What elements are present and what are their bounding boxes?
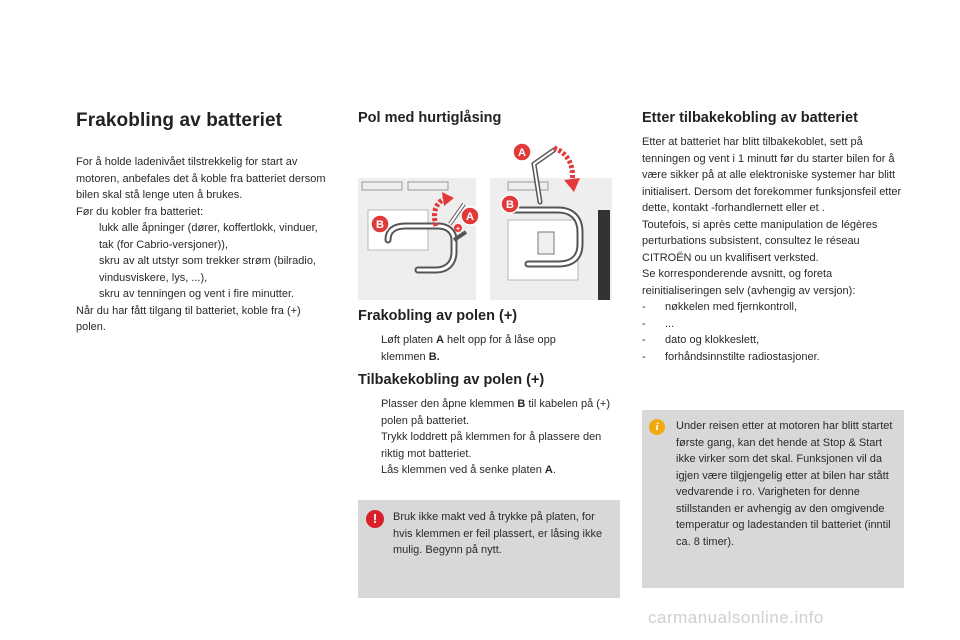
reinit-dash-list bbox=[642, 299, 904, 365]
section-title-disconnect: Frakobling av polen (+) bbox=[358, 308, 518, 324]
list-item: Løft platen A helt opp for å låse opp klemmen B. bbox=[381, 334, 556, 363]
page-title: Frakobling av batteriet bbox=[76, 110, 283, 131]
list-item: Plasser den åpne klemmen B til kabelen på (+) polen på batteriet. bbox=[381, 398, 610, 427]
svg-text:A: A bbox=[466, 211, 474, 223]
before-text: Før du kobler fra batteriet: bbox=[76, 205, 204, 218]
watermark: carmanualsonline.info bbox=[648, 608, 824, 627]
info-icon: i bbox=[649, 419, 665, 435]
section-disconnect-terminal bbox=[358, 308, 620, 365]
paragraph: Se korresponderende avsnitt, og foreta reinitialiseringen selv (avhengig av versjon): bbox=[642, 268, 856, 297]
label-a-right bbox=[513, 143, 531, 161]
list-item: skru av tenningen og vent i fire minutter. bbox=[99, 288, 295, 300]
list-item: - forhåndsinnstilte radiostasjoner. bbox=[642, 350, 820, 363]
list-item: lukk alle åpninger (dører, koffertlokk, vinduer, tak (for Cabrio-versjoner)), bbox=[99, 222, 318, 251]
section-title-reconnect: Tilbakekobling av polen (+) bbox=[358, 372, 545, 388]
paragraph: Etter at batteriet har blitt tilbakekoblet, sett på tenningen og vent i 1 minutt før du starter bilen for å være sikker på at alle elektroniske systemer har blitt initialisert. Dersom det forekommer funksjonsfeil etter dette, kontakt -forhandlernett eller et . bbox=[642, 136, 902, 214]
svg-text:B: B bbox=[506, 199, 514, 211]
column-after-reconnect bbox=[642, 110, 904, 365]
list-item: Lås klemmen ved å senke platen A. bbox=[381, 464, 556, 476]
list-item: - dato og klokkeslett, bbox=[642, 334, 760, 346]
info-box bbox=[642, 410, 904, 588]
disconnect-bullet-list bbox=[76, 220, 328, 303]
label-a-left bbox=[461, 207, 479, 225]
disconnect-steps-list bbox=[358, 332, 620, 365]
intro-text: For å holde ladenivået tilstrekkelig for start av motoren, anbefales det å koble fra batteriet dersom bilen skal stå lenge uten å brukes. bbox=[76, 156, 326, 201]
svg-text:+: + bbox=[455, 226, 461, 233]
label-b-right bbox=[501, 195, 519, 213]
svg-text:B: B bbox=[376, 219, 384, 231]
list-item: - nøkkelen med fjernkontroll, bbox=[642, 301, 798, 313]
section-reconnect-terminal bbox=[358, 372, 622, 479]
section-title-quick-release: Pol med hurtiglåsing bbox=[358, 110, 502, 126]
warning-box bbox=[358, 500, 620, 598]
column-quick-release-terminal bbox=[358, 110, 620, 126]
list-item: skru av alt utstyr som trekker strøm (bilradio, vindusviskere, lys, ...), bbox=[99, 255, 316, 284]
terminal-clamp-illustration bbox=[358, 140, 612, 300]
section-title-after-reconnect: Etter tilbakekobling av batteriet bbox=[642, 110, 858, 126]
after-text: Når du har fått tilgang til batteriet, koble fra (+) polen. bbox=[76, 304, 301, 333]
label-b-left bbox=[371, 215, 389, 233]
list-item: Trykk loddrett på klemmen for å plassere den riktig mot batteriet. bbox=[381, 431, 602, 460]
warning-text: Bruk ikke makt ved å trykke på platen, for hvis klemmen er feil plassert, er låsing ikke mulig. Begynn på nytt. bbox=[393, 511, 603, 556]
list-item: - ... bbox=[642, 317, 675, 330]
column-disconnect-battery bbox=[76, 110, 328, 336]
reconnect-steps-list bbox=[358, 396, 622, 479]
info-text: Under reisen etter at motoren har blitt startet første gang, kan det hende at Stop & Start ikke virker som det skal. Funksjonen vil da igjen være tilgjengelig etter at bilen har stått vedvarende i ro. Varigheten for denne stillstanden er avhengig av den omgivende temperatur og ladestanden til batteriet (inntil ca. 8 timer). bbox=[676, 420, 893, 548]
paragraph: Toutefois, si après cette manipulation de légères perturbations subsistent, consultez le réseau CITROËN ou un kvalifisert verksted. bbox=[642, 218, 878, 264]
svg-text:A: A bbox=[518, 147, 526, 159]
warning-icon: ! bbox=[366, 510, 384, 528]
